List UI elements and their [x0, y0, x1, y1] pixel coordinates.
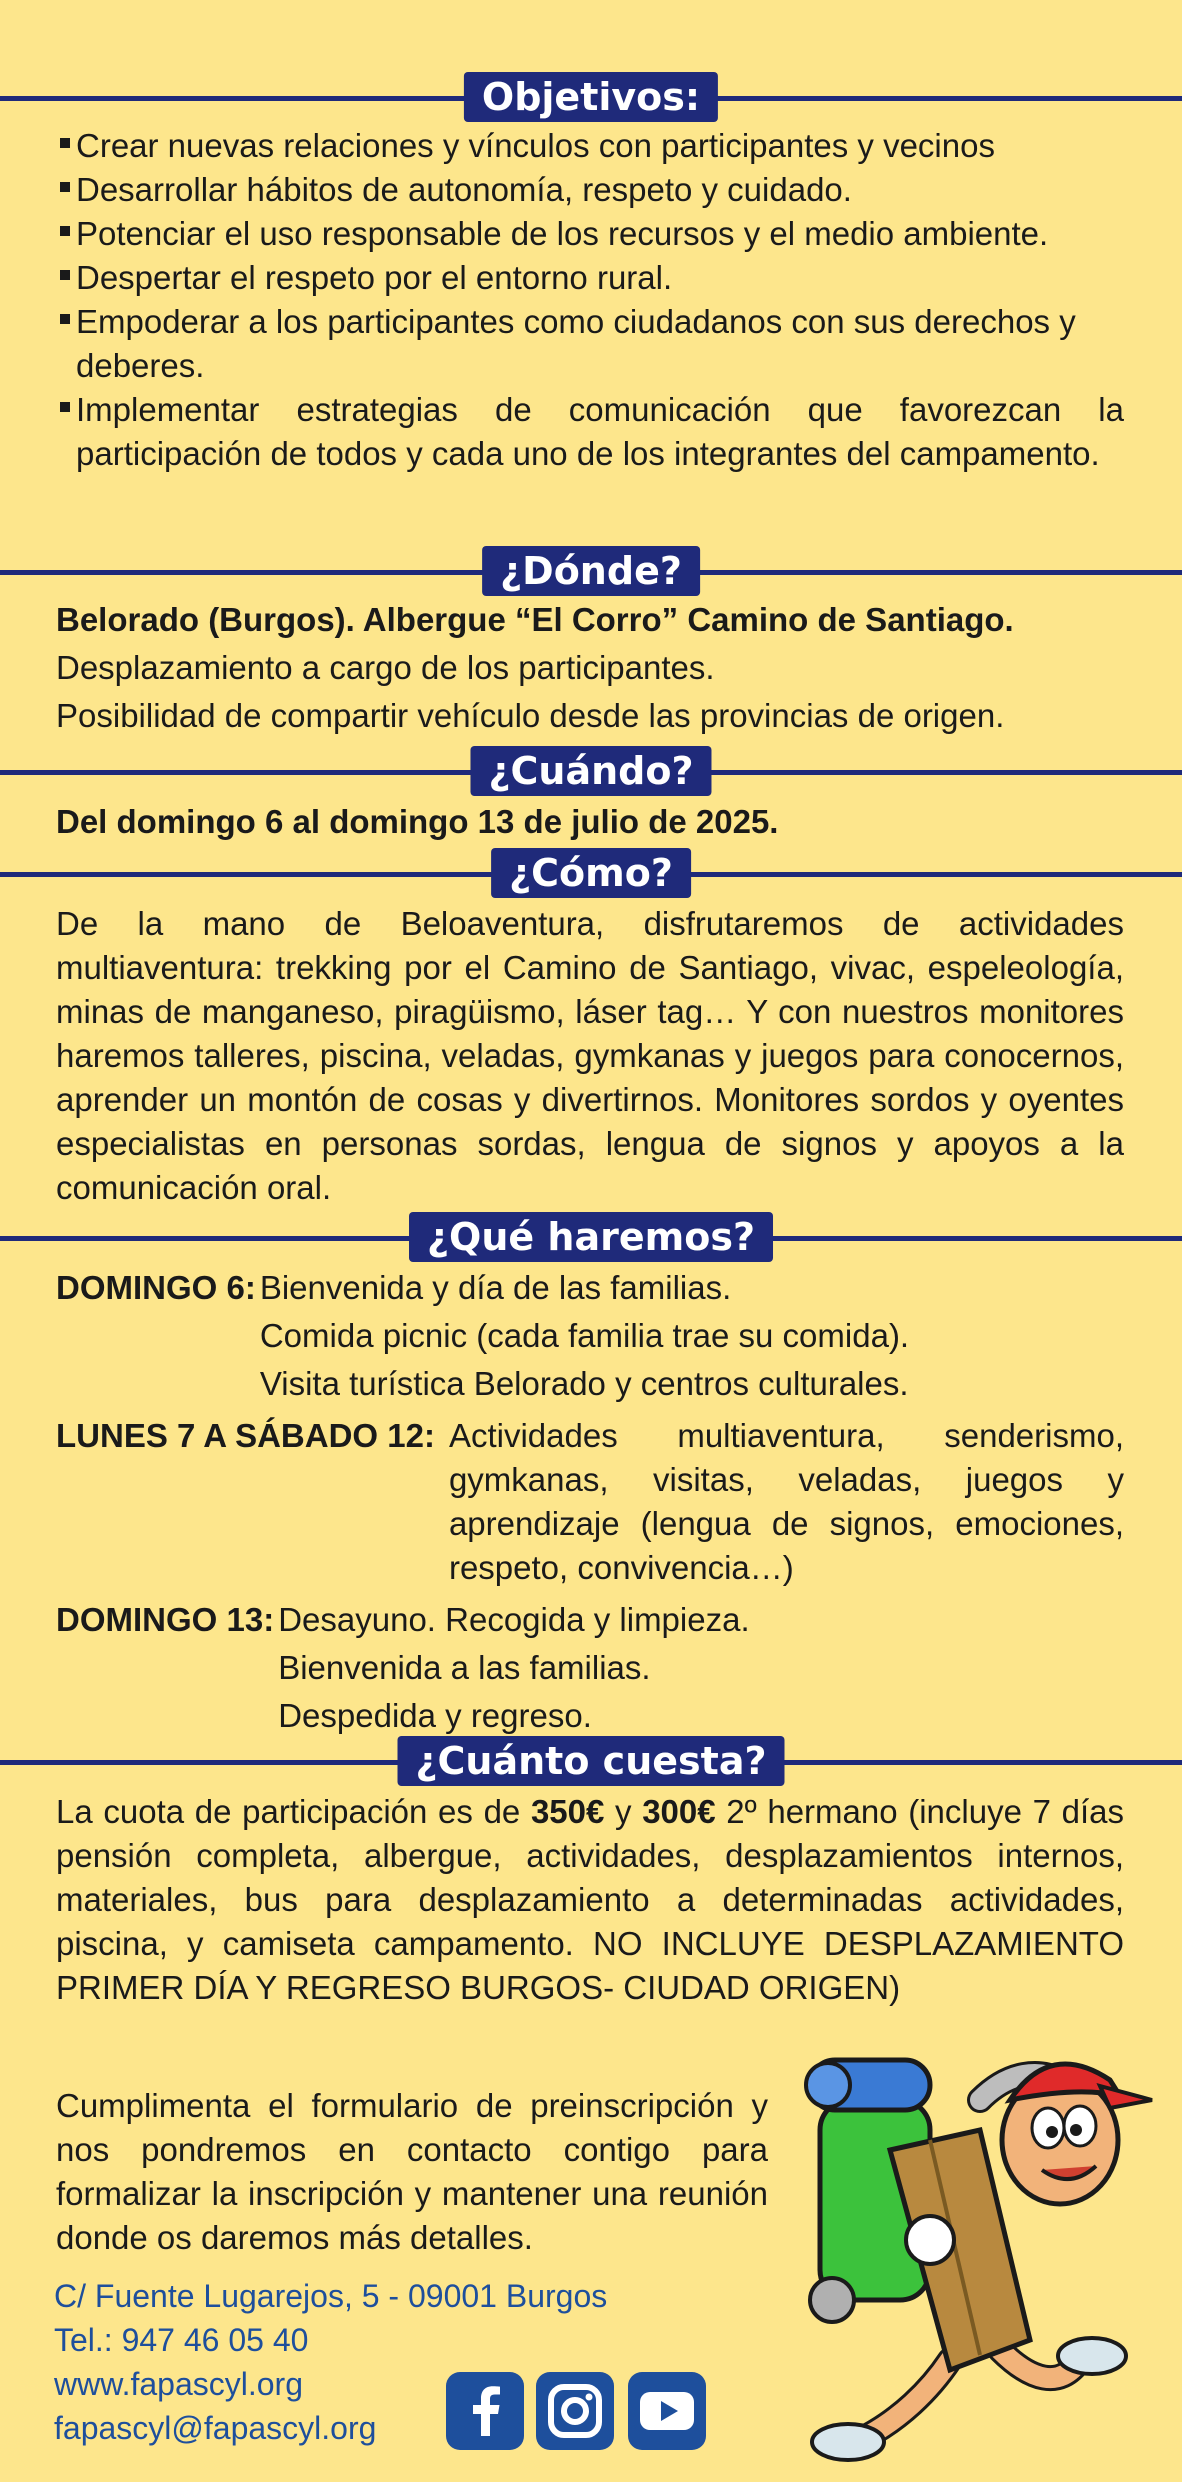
como-content: [56, 902, 1124, 1210]
section-title-objetivos: Objetivos:: [464, 72, 718, 122]
schedule-day-lunes-sabado: [56, 1414, 1124, 1594]
schedule-item: Desayuno. Recogida y limpieza.: [278, 1601, 750, 1638]
schedule-item: Comida picnic (cada familia trae su comida).: [259, 1317, 910, 1354]
schedule-item: Bienvenida a las familias.: [278, 1649, 651, 1686]
schedule-day-domingo-6: [56, 1266, 1124, 1410]
objective-item: Potenciar el uso responsable de los recursos y el medio ambiente.: [56, 212, 1124, 256]
contact-web[interactable]: www.fapascyl.org: [54, 2366, 303, 2402]
schedule-day-label: LUNES 7 A SÁBADO 12:: [56, 1417, 435, 1454]
instagram-icon[interactable]: [536, 2372, 614, 2450]
section-header-como: [0, 846, 1182, 902]
schedule-items: [449, 1414, 1124, 1594]
contact-address: C/ Fuente Lugarejos, 5 - 09001 Burgos: [54, 2278, 608, 2314]
section-header-cuando: [0, 744, 1182, 800]
facebook-icon[interactable]: [446, 2372, 524, 2450]
donde-content: [56, 598, 1124, 738]
schedule-item: Despedida y regreso.: [278, 1697, 592, 1734]
section-header-cuesta: [0, 1734, 1182, 1790]
form-text: Cumplimenta el formulario de preinscripción y nos pondremos en contacto contigo para formalizar la inscripción y mantener una reunión donde os daremos más detalles.: [56, 2087, 768, 2256]
objective-item: Crear nuevas relaciones y vínculos con participantes y vecinos: [56, 124, 1124, 168]
schedule-day-label: DOMINGO 6:: [56, 1269, 256, 1306]
section-header-objetivos: [0, 70, 1182, 126]
price-first: 350€: [530, 1793, 605, 1830]
donde-line: Desplazamiento a cargo de los participantes.: [56, 649, 715, 686]
form-instructions: [56, 2084, 768, 2260]
cuesta-content: [56, 1790, 1124, 2010]
schedule-item: Visita turística Belorado y centros culturales.: [259, 1365, 909, 1402]
contact-phone[interactable]: Tel.: 947 46 05 40: [54, 2322, 309, 2358]
cuesta-text-pre: La cuota de participación es de: [56, 1793, 531, 1830]
cuando-dates: Del domingo 6 al domingo 13 de julio de 2025.: [56, 803, 779, 840]
price-second: 300€: [642, 1793, 716, 1830]
section-title-haremos: ¿Qué haremos?: [409, 1212, 773, 1262]
schedule-item: Actividades multiaventura, senderismo, gymkanas, visitas, veladas, juegos y aprendizaje (lengua de signos, emociones, respeto, convivencia…): [448, 1417, 1124, 1586]
section-title-como: ¿Cómo?: [491, 848, 691, 898]
cuesta-text-mid: y: [604, 1793, 643, 1830]
hiker-mascot-illustration: [780, 2030, 1160, 2470]
cuesta-text-post: 2º hermano (incluye 7 días pensión completa, albergue, actividades, desplazamientos internos, materiales, bus para desplazamiento a determinadas actividades, piscina, y camiseta campamento. NO INCLUYE DESPLAZAMIENTO PRIMER DÍA Y REGRESO BURGOS- CIUDAD ORIGEN): [56, 1793, 1124, 2006]
objetivos-list: [56, 124, 1124, 476]
objective-item: Desarrollar hábitos de autonomía, respeto y cuidado.: [56, 168, 1124, 212]
schedule-day-domingo-13: [56, 1598, 1124, 1742]
schedule-items: [278, 1598, 1124, 1742]
schedule-day-label: DOMINGO 13:: [56, 1601, 275, 1638]
contact-email[interactable]: fapascyl@fapascyl.org: [54, 2410, 377, 2446]
section-title-donde: ¿Dónde?: [482, 546, 700, 596]
objective-item: Empoderar a los participantes como ciudadanos con sus derechos y deberes.: [56, 300, 1124, 388]
donde-place: Belorado (Burgos). Albergue “El Corro” Camino de Santiago.: [56, 601, 1014, 638]
donde-line: Posibilidad de compartir vehículo desde las provincias de origen.: [56, 697, 1005, 734]
como-text: De la mano de Beloaventura, disfrutaremos de actividades multiaventura: trekking por el Camino de Santiago, vivac, espeleología, minas de manganeso, piragüismo, láser tag… Y con nuestros monitores haremos talleres, piscina, veladas, gymkanas y juegos para conocernos, aprender un montón de cosas y divertirnos. Monitores sordos y oyentes especialistas en personas sordas, lengua de signos y apoyos a la comunicación oral.: [56, 905, 1124, 1206]
objective-item: Despertar el respeto por el entorno rural.: [56, 256, 1124, 300]
youtube-icon[interactable]: [628, 2372, 706, 2450]
schedule-items: [260, 1266, 1124, 1410]
cuesta-text: [56, 1790, 1124, 2010]
section-title-cuesta: ¿Cuánto cuesta?: [398, 1736, 785, 1786]
cuando-content: [56, 800, 1124, 844]
section-title-cuando: ¿Cuándo?: [470, 746, 711, 796]
haremos-schedule: [56, 1266, 1124, 1746]
schedule-item: Bienvenida y día de las familias.: [259, 1269, 732, 1306]
section-header-donde: [0, 544, 1182, 600]
objective-item: Implementar estrategias de comunicación que favorezcan la participación de todos y cada uno de los integrantes del campamento.: [56, 388, 1124, 476]
section-header-haremos: [0, 1210, 1182, 1266]
